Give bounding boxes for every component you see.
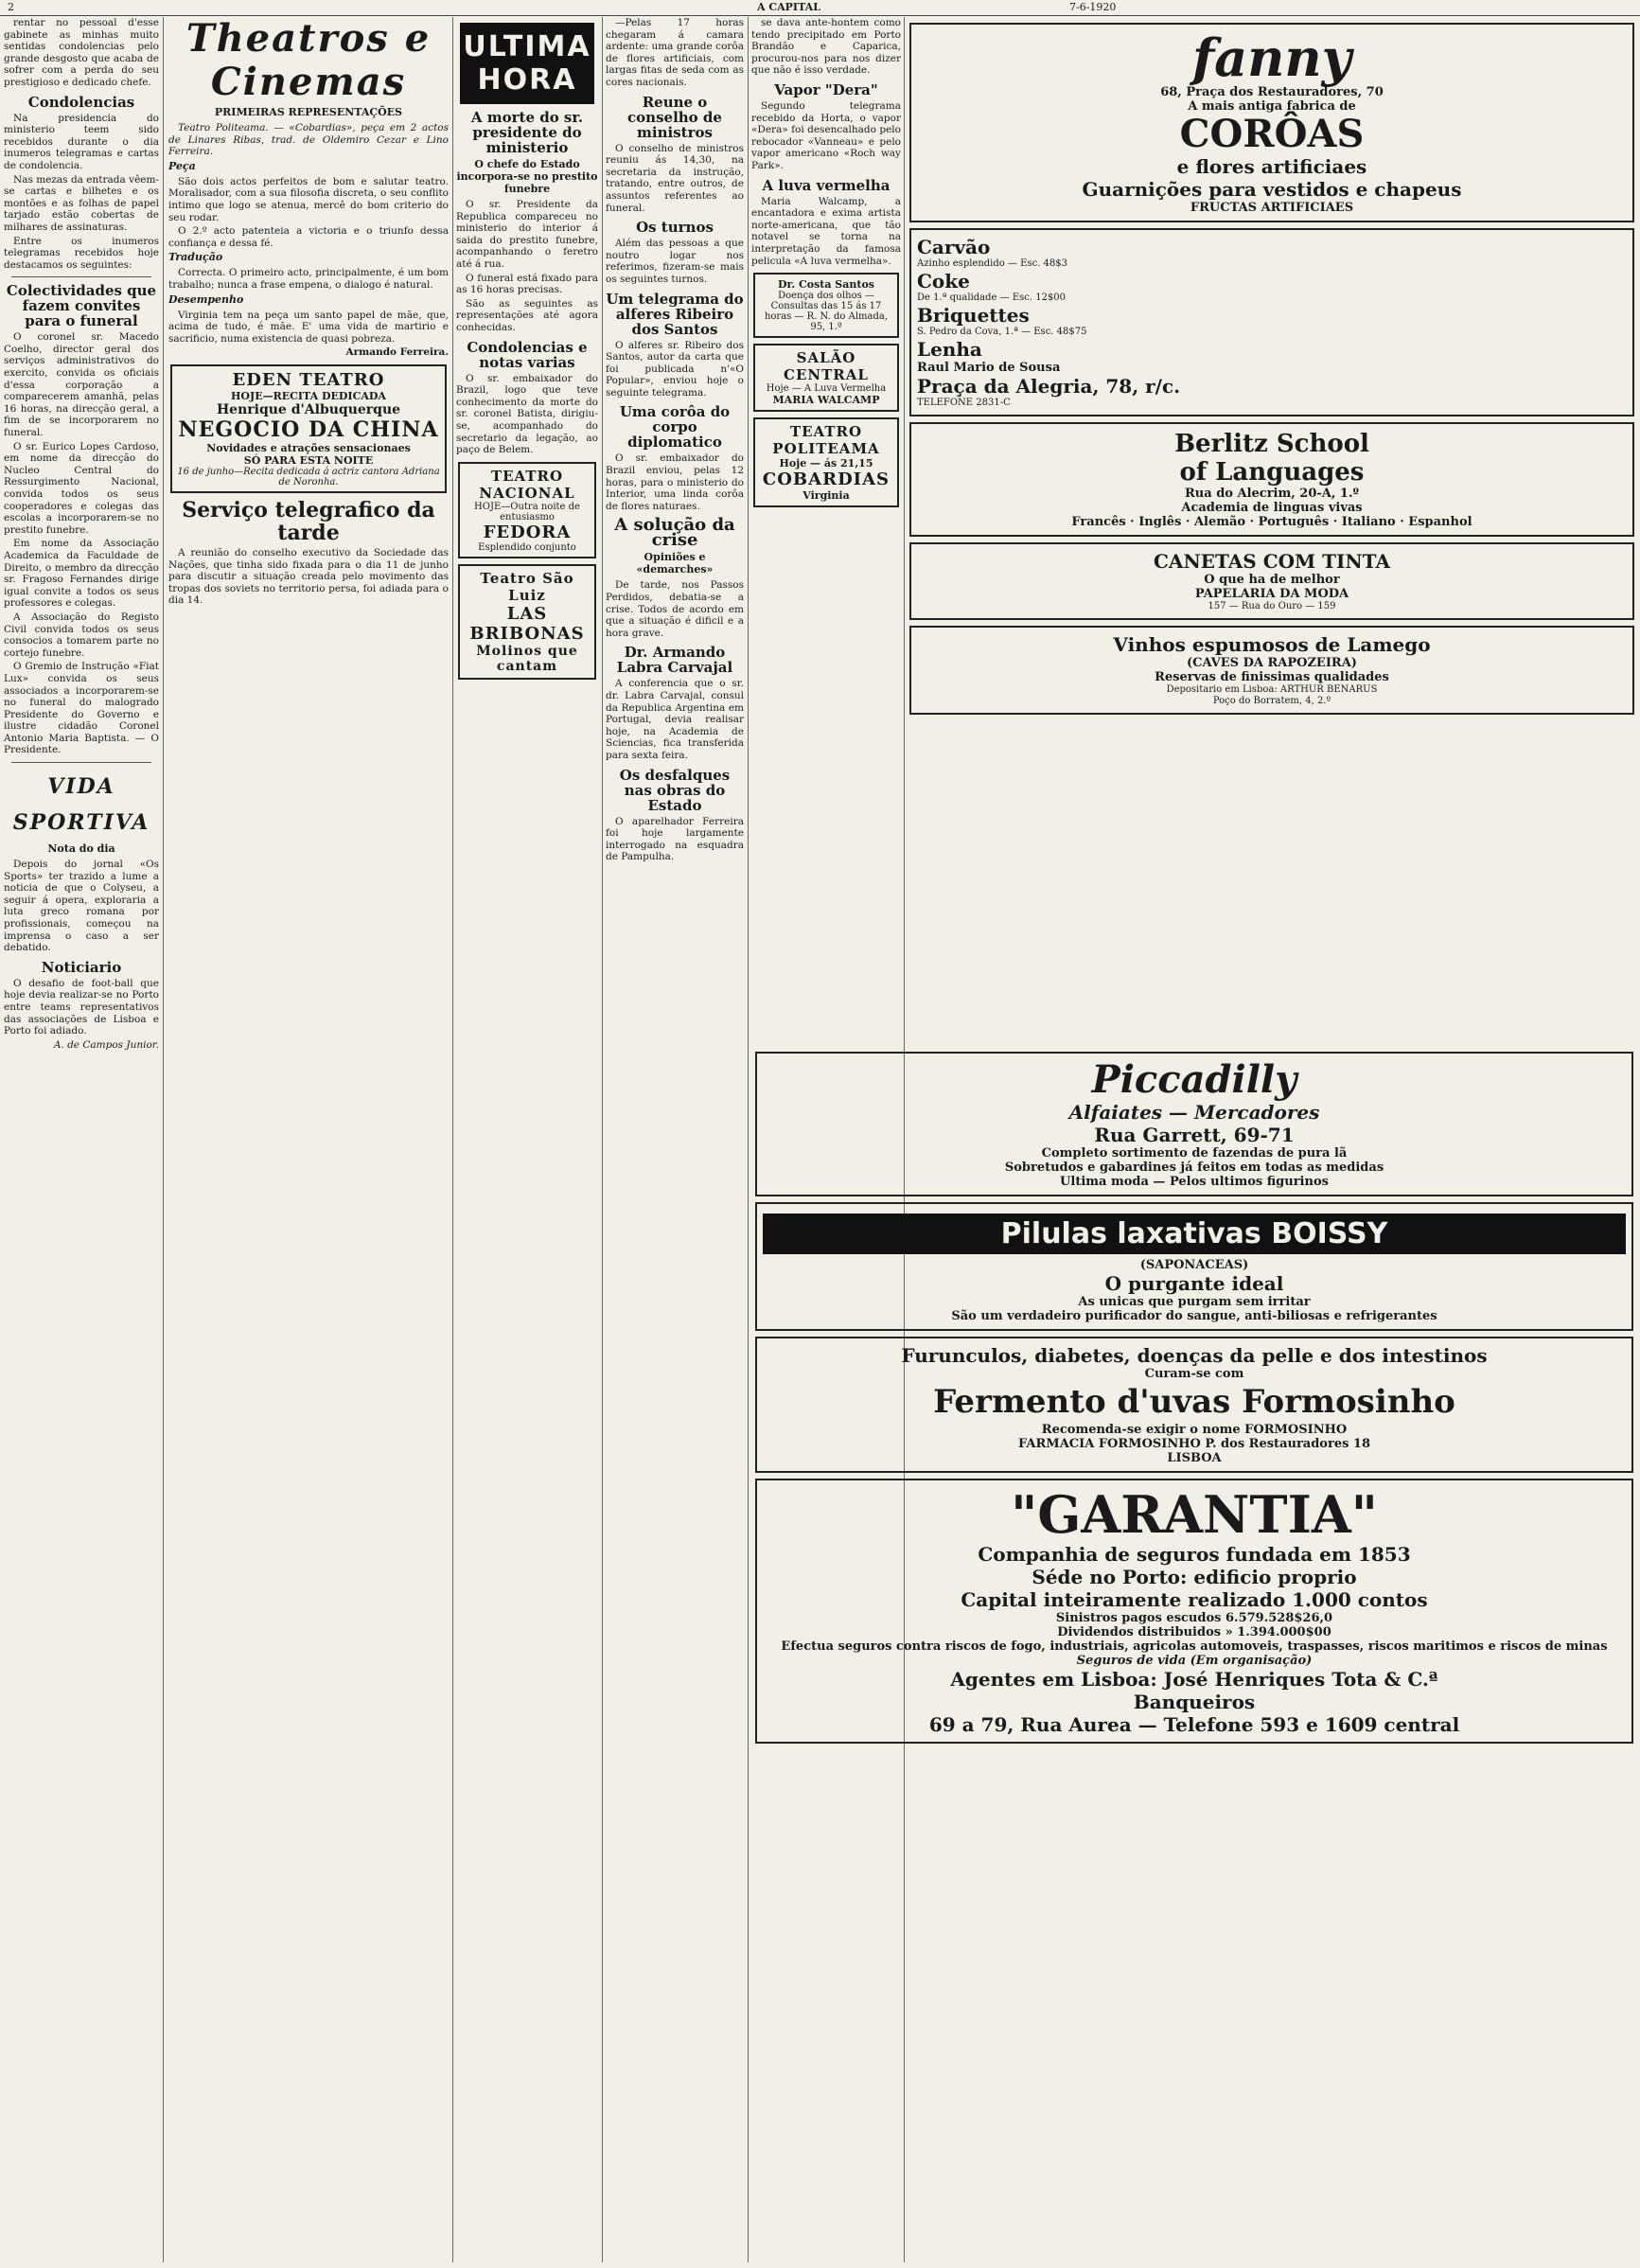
ad-title: Piccadilly (1091, 1057, 1297, 1102)
ad-line: Hoje — A Luva Vermelha (766, 383, 887, 395)
paragraph: Além das pessoas a que noutro logar nos referimos, fizeram-se mais os seguintes turnos. (606, 238, 744, 285)
ad-title: EDEN TEATRO (232, 369, 385, 390)
paragraph: Teatro Politeama. — «Cobardias», peça em 2 actos de Linares Ribas, trad. de Oldemiro Cezar e Lino Ferreira. (168, 122, 449, 158)
ad-canetas (909, 542, 1634, 620)
ad-line: Doença dos olhos — Consultas das 15 ás 17 horas — R. N. do Almada, 95, 1.º (764, 291, 889, 333)
ad-line: Academia de linguas vivas (1181, 501, 1363, 515)
ad-line: LISBOA (1167, 1451, 1222, 1465)
paragraph: A conferencia que o sr. dr. Labra Carvajal, consul da Republica Argentina em Portugal, devia realisar hoje, na Academia de Sciencias, fica transferida para sexta feira. (606, 678, 744, 761)
ad-line: A mais antiga fabrica de (1188, 99, 1356, 114)
ad-line: Banqueiros (1133, 1691, 1256, 1713)
headline-condolencias: Condolencias (27, 93, 135, 111)
ad-line: 69 a 79, Rua Aurea — Telefone 593 e 1609 central (928, 1713, 1460, 1736)
paragraph: São as seguintes as representações até agora conhecidas. (456, 297, 598, 333)
paragraph: O alferes sr. Ribeiro dos Santos, autor da carta que foi publicada n'«O Popular», enviou hoje o seguinte telegrama. (606, 339, 744, 399)
ad-line: Praça da Alegria, 78, r/c. (917, 375, 1181, 398)
ad-fanny (909, 23, 1634, 222)
ad-title: Carvão (917, 236, 991, 258)
paragraph: São dois actos perfeitos de bom e salutar teatro. Moralisador, com a sua filosofia discreta, o seu conflito intimo que logo se atenua, mercê do bom criterio do seu rodar. (168, 175, 449, 223)
ad-line: SÓ PARA ESTA NOITE (243, 453, 374, 467)
ad-line: Poço do Borratem, 4, 2.º (1212, 696, 1331, 706)
newspaper-name: A CAPITAL (757, 1, 820, 13)
ad-line: Rua Garrett, 69-71 (1094, 1124, 1295, 1146)
paragraph: Correcta. O primeiro acto, principalmente, é um bom trabalho; nunca a frase empena, o dialogo é natural. (168, 267, 449, 291)
ad-line: HOJE—RECITA DEDICADA (231, 389, 386, 402)
ad-play: Virginia (802, 489, 850, 503)
paragraph: Segundo telegrama recebido da Horta, o vapor «Dera» foi desencalhado pelo rebocador «Vanneau» e pelo vapor americano «Roch way Park». (751, 99, 901, 171)
ad-play: Molinos que cantam (476, 643, 578, 674)
headline-coroa: Uma corôa do corpo diplomatico (619, 403, 731, 452)
banner-ultima-hora: ULTIMA HORA (460, 23, 594, 104)
ad-line: Sinistros pagos escudos 6.579.528$26,0 (1055, 1611, 1333, 1625)
paragraph: O sr. embaixador do Brazil, logo que teve conhecimento da morte do sr. coronel Batista, dirigiu-se, acompanhado do secretario da legação, ao paço de Belem. (456, 372, 598, 456)
ad-line: O que ha de melhor (1204, 573, 1340, 587)
headline-vapor: Vapor "Dera" (774, 80, 878, 98)
headline-nota: Nota do dia (47, 842, 115, 856)
ad-salao-central (753, 344, 899, 412)
ad-line: Recomenda-se exigir o nome FORMOSINHO (1041, 1423, 1348, 1437)
headline-luva: A luva vermelha (762, 176, 891, 194)
ad-title: Fermento d'uvas Formosinho (933, 1383, 1455, 1421)
ad-line: e flores artificiaes (1176, 155, 1367, 178)
column-4 (606, 17, 744, 2262)
paragraph: Entre os inumeros telegramas recebidos hoje destacamos os seguintes: (4, 235, 159, 271)
ad-costa-santos (753, 273, 899, 338)
ad-line: Guarnições para vestidos e chapeus (1082, 178, 1462, 201)
paragraph: O Gremio de Instrução «Fiat Lux» convida os seus associados a incorporarem-se no funeral do malogrado Presidente do Governo e ilustre cidadão Coronel Antonio Maria Baptista. — O Presidente. (4, 661, 159, 756)
ad-line: (CAVES DA RAPOZEIRA) (1187, 656, 1357, 670)
column-1 (4, 17, 159, 2262)
headline-turnos: Os turnos (636, 219, 714, 237)
ad-line: Azinho esplendido — Esc. 48$3 (917, 258, 1067, 269)
paragraph: O sr. Presidente da Republica compareceu no ministerio do interior á saida do prestito funebre, acompanhando o feretro até á rua. (456, 199, 598, 270)
headline-condolencias-notas: Condolencias e notas varias (467, 338, 588, 371)
ad-line: Depositario em Lisboa: ARTHUR BENARUS (1166, 684, 1378, 695)
ad-line: TELEFONE 2831-C (917, 398, 1011, 408)
ad-line: 157 — Rua do Ouro — 159 (1208, 601, 1336, 611)
ad-line: MARIA WALCAMP (772, 394, 880, 407)
issue-date: 7-6-1920 (1069, 1, 1117, 13)
headline-morte: A morte do sr. presidente do ministerio (470, 109, 584, 156)
ad-line: FRUCTAS ARTIFICIAES (1190, 201, 1354, 215)
ad-line: Furunculos, diabetes, doenças da pelle e dos intestinos (901, 1344, 1488, 1367)
headline-colectividades: Colectividades que fazem convites para o funeral (6, 282, 157, 330)
ad-title: CANETAS COM TINTA (1154, 550, 1390, 573)
ad-line: Efectua seguros contra riscos de fogo, industriais, agricolas automoveis, traspasses, riscos maritimos e riscos de minas (781, 1639, 1608, 1654)
ad-line: Raul Mario de Sousa (917, 361, 1061, 375)
ad-line: Novidades e atrações sensacionaes (206, 441, 411, 454)
headline-noticiario: Noticiario (41, 958, 122, 976)
paragraph: Nas mezas da entrada vêem-se cartas e bilhetes e os montões e as folhas de papel tarjado estão cobertas de milhares de assinaturas. (4, 173, 159, 233)
ad-title: Berlitz School (1174, 430, 1369, 458)
ad-line: PAPELARIA DA MODA (1194, 587, 1349, 601)
paragraph: Virginia tem na peça um santo papel de mãe, que, acima de tudo, é mãe. E' uma vida de martirio e sacrificio, numa existencia de quasi pobreza. (168, 309, 449, 345)
paragraph: O conselho de ministros reuniu ás 14,30, na secretaria da instrução, tratando, entre outros, de assuntos referentes ao funeral. (606, 142, 744, 214)
ad-eden-teatro (170, 364, 447, 493)
ad-line: Ultima moda — Pelos ultimos figurinos (1060, 1175, 1329, 1189)
ad-line: S. Pedro da Cova, 1.ª — Esc. 48$75 (917, 327, 1087, 337)
ad-line: Reservas de finissimas qualidades (1155, 670, 1389, 684)
paragraph: Depois do jornal «Os Sports» ter trazido a lume a noticia de que o Colyseu, a seguir á opera, exploraria a luta greco romana por profissionais, começou na imprensa o caso a ser debatido. (4, 859, 159, 954)
ad-title: Lenha (917, 338, 982, 361)
ad-line: Sobretudos e gabardines já feitos em todas as medidas (1004, 1161, 1384, 1175)
ad-title: Coke (917, 270, 970, 292)
subhead: Opiniões e «demarches» (636, 551, 714, 576)
headline-servico: Serviço telegrafico da tarde (182, 497, 435, 545)
ad-title: "GARANTIA" (1011, 1484, 1378, 1545)
ad-line: De 1.ª qualidade — Esc. 12$00 (917, 292, 1067, 303)
headline-telegrama: Um telegrama do alferes Ribeiro dos Santos (606, 290, 744, 338)
section-theatros: Theatros e Cinemas (185, 17, 432, 104)
ad-line: O purgante ideal (1104, 1272, 1284, 1295)
paragraph: O coronel sr. Macedo Coelho, director geral dos serviços administrativos do exercito, convida os oficiais d'essa corporação a comparecerem amanhã, pelas 16 horas, na direcção geral, a fim de se incorporarem no funeral. (4, 331, 159, 439)
ad-line: Capital inteiramente realizado 1.000 contos (961, 1588, 1428, 1611)
ad-line: Esplendido conjunto (478, 541, 576, 553)
headline-reune: Reune o conselho de ministros (627, 93, 722, 141)
ad-line: Companhia de seguros fundada em 1853 (978, 1543, 1411, 1566)
ad-play: FEDORA (483, 522, 572, 542)
masthead (0, 0, 1640, 16)
headline-crise: A solução da crise (614, 515, 735, 551)
ad-line: As unicas que purgam sem irritar (1078, 1295, 1311, 1309)
ad-title: Dr. Costa Santos (778, 278, 874, 292)
ad-play: COBARDIAS (762, 470, 891, 490)
ad-pilulas-boissy (755, 1202, 1633, 1331)
ad-teatro-politeama (753, 417, 899, 507)
subhead: O chefe do Estado incorpora-se no prestito funebre (456, 158, 598, 195)
ad-title: Briquettes (917, 304, 1030, 327)
paragraph: A reunião do conselho executivo da Sociedade das Nações, que tinha sido fixada para o dia 11 de junho para discutir a situação creada pelo movimento das tropas dos soviets no territorio persa, foi adiada para o dia 14. (168, 546, 449, 607)
ad-combustiveis (909, 228, 1634, 416)
ad-line: (SAPONACEAS) (1139, 1258, 1249, 1272)
paragraph: —Pelas 17 horas chegaram á camara ardente: uma grande corôa de flores artificiais, com largas fitas de seda com as cores nacionais. (606, 17, 744, 88)
signature: Armando Ferreira. (345, 346, 449, 359)
paragraph: Maria Walcamp, a encantadora e exima artista norte-americana, que tão notavel se torna na interpretação da famosa pelicula «A luva vermelha». (751, 195, 901, 267)
ad-garantia (755, 1479, 1633, 1744)
ad-stack-right (753, 1046, 1635, 1749)
paragraph: Na presidencia do ministerio teem sido recebidos durante o dia inumeros telegramas e cartas de condolencia. (4, 112, 159, 171)
ad-title: SALÃO CENTRAL (784, 349, 869, 384)
ad-line: Henrique d'Albuquerque (216, 401, 401, 417)
ad-title: TEATRO POLITEAMA (772, 423, 880, 458)
ad-title: fanny (1191, 27, 1352, 88)
ad-title: TEATRO NACIONAL (479, 467, 575, 502)
headline-labra: Dr. Armando Labra Carvajal (616, 644, 733, 677)
paragraph: De tarde, nos Passos Perdidos, debatia-se a crise. Todos de acordo em que a situação é dificil e a hora grave. (606, 579, 744, 639)
ad-line: Hoje — ás 21,15 (779, 457, 873, 470)
paragraph: A Associação do Registo Civil convida todos os seus consocios a tomarem parte no cortejo funebre. (4, 611, 159, 659)
subhead-traducao: Tradução (168, 251, 223, 264)
page-number: 2 (8, 1, 14, 13)
paragraph: se dava ante-hontem como tendo precipitado em Porto Brandão e Caparica, procurou-nos para nos dizer que não é isso verdade. (751, 17, 901, 77)
ad-line: São um verdadeiro purificador do sangue, anti-biliosas e refrigerantes (951, 1309, 1437, 1323)
ad-piccadilly (755, 1052, 1633, 1196)
ad-line: 68, Praça dos Restauradores, 70 (1160, 85, 1384, 99)
ad-line: Séde no Porto: edificio proprio (1032, 1566, 1357, 1588)
ad-teatro-nacional (458, 462, 596, 558)
section-subtitle: PRIMEIRAS REPRESENTAÇÕES (214, 106, 403, 118)
column-6 (908, 17, 1636, 1039)
paragraph: O 2.º acto patenteia a victoria e o triunfo dessa confiança e dessa fé. (168, 225, 449, 249)
section-vida-sportiva: VIDA SPORTIVA (12, 774, 150, 836)
ad-line: Dividendos distribuidos » 1.394.000$00 (1057, 1625, 1331, 1639)
ad-line: 16 de junho—Recita dedicada á actriz cantora Adriana de Noronha. (177, 466, 440, 487)
ad-title: Vinhos espumosos de Lamego (1113, 633, 1431, 656)
ad-line: Seguros de vida (Em organisação) (1076, 1654, 1313, 1668)
ad-title: of Languages (1179, 458, 1365, 487)
paragraph: O sr. Eurico Lopes Cardoso, em nome da direcção do Nucleo Central do Ressurgimento Nacional, convida todos os seus cooperadores e colegas das escolas a incorporarem-se no prestito funebre. (4, 440, 159, 536)
ad-line: HOJE—Outra noite de entusiasmo (474, 501, 580, 523)
signature: A. de Campos Junior. (53, 1038, 159, 1051)
ad-play: NEGOCIO DA CHINA (178, 416, 439, 442)
subhead-desempenho: Desempenho (168, 292, 244, 306)
ad-formosinho (755, 1337, 1633, 1473)
column-2 (168, 17, 449, 2262)
ad-line: FARMACIA FORMOSINHO P. dos Restauradores 18 (1017, 1437, 1371, 1451)
paragraph: O sr. embaixador do Brazil enviou, pelas 12 horas, para o ministerio do Interior, uma linda corôa de flores naturaes. (606, 452, 744, 512)
column-3 (456, 17, 598, 2262)
paragraph: Em nome da Associação Academica da Faculdade de Direito, o membro da direcção sr. Fragoso Fernandes dirige igual convite a todos os seus professores e colegas. (4, 538, 159, 610)
ad-play: LAS BRIBONAS (469, 603, 585, 644)
ad-berlitz (909, 422, 1634, 537)
ad-line: Rua do Alecrim, 20-A, 1.º (1185, 487, 1359, 501)
paragraph: rentar no pessoal d'esse gabinete as minhas muito sentidas condolencias pelo grande desgosto que acaba de sofrer com a perda do seu prestigioso e dedicado chefe. (4, 17, 159, 88)
subhead-peca: Peça (168, 159, 196, 172)
paragraph: O funeral está fixado para as 16 horas precisas. (456, 272, 598, 296)
paragraph: O desafio de foot-ball que hoje devia realizar-se no Porto entre teams representativos das associações de Lisboa e Porto foi adiado. (4, 977, 159, 1037)
ad-line: Agentes em Lisboa: José Henriques Tota & C.ª (950, 1668, 1438, 1691)
ad-title: Teatro São Luiz (480, 569, 574, 604)
ad-title: Pilulas laxativas BOISSY (763, 1214, 1626, 1254)
ad-sao-luiz (458, 564, 596, 680)
ad-line: Francês · Inglês · Alemão · Português · Italiano · Espanhol (1071, 515, 1472, 529)
ad-line: CORÔAS (1179, 112, 1365, 156)
ad-line: Curam-se com (1144, 1367, 1244, 1381)
headline-desfalques: Os desfalques nas obras do Estado (619, 766, 731, 814)
ad-line: Alfaiates — Mercadores (1068, 1101, 1320, 1124)
ad-line: Completo sortimento de fazendas de pura lã (1041, 1146, 1348, 1161)
ad-vinhos (909, 626, 1634, 715)
paragraph: O aparelhador Ferreira foi hoje largamente interrogado na esquadra de Pampulha. (606, 815, 744, 863)
